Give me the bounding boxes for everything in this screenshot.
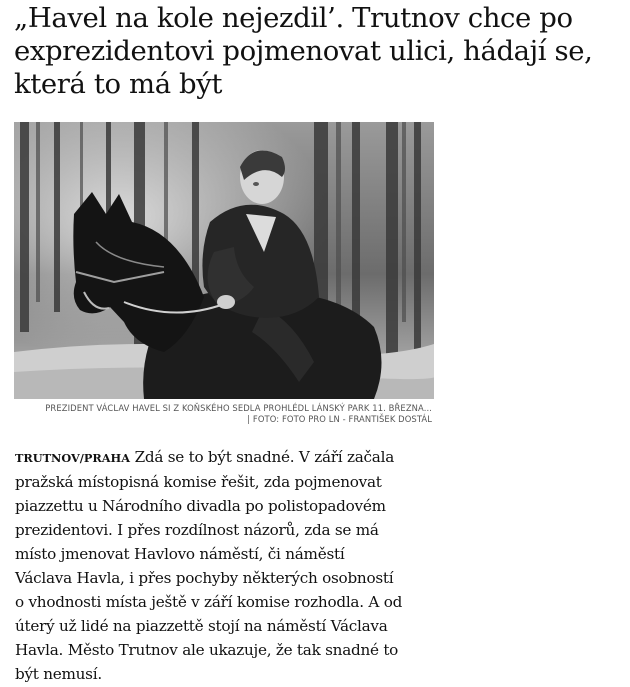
body-line: Havla. Město Trutnov ale ukazuje, že tak snadné to — [15, 641, 399, 659]
body-line: piazzettu u Národního divadla po polistopadovém — [15, 497, 386, 515]
body-line: pražská místopisná komise řešit, zda pojmenovat — [15, 473, 382, 491]
body-line: úterý už lidé na piazzettě stojí na náměstí Václava — [15, 617, 388, 635]
article-headline: „Havel na kole nejezdil’. Trutnov chce po exprezidentovi pojmenovat ulici, hádají se, která to má být — [14, 2, 593, 100]
article-photo[interactable] — [14, 122, 434, 399]
horse-rider-photo-icon — [14, 122, 434, 399]
body-line: být nemusí. — [15, 665, 102, 683]
article-body — [15, 445, 435, 686]
body-line: Václava Havla, i přes pochyby některých osobností — [15, 569, 394, 587]
body-line: místo jmenovat Havlovo náměstí, či náměstí — [15, 545, 345, 563]
photo-caption-text: PREZIDENT VÁCLAV HAVEL SI Z KOŇSKÉHO SEDLA PROHLÉDL LÁNSKÝ PARK 11. BŘEZNA... — [45, 403, 432, 413]
body-line-text: Zdá se to být snadné. V září začala — [134, 448, 395, 466]
body-line: o vhodnosti místa ještě v září komise rozhodla. A od — [15, 593, 403, 611]
body-line: prezidentovi. I přes rozdílnost názorů, zda se má — [15, 521, 379, 539]
body-line — [15, 445, 435, 470]
photo-credit: | FOTO: FOTO PRO LN - FRANTIŠEK DOSTÁL — [247, 414, 432, 424]
photo-caption — [14, 403, 432, 425]
dateline: TRUTNOV/PRAHA — [15, 451, 130, 465]
